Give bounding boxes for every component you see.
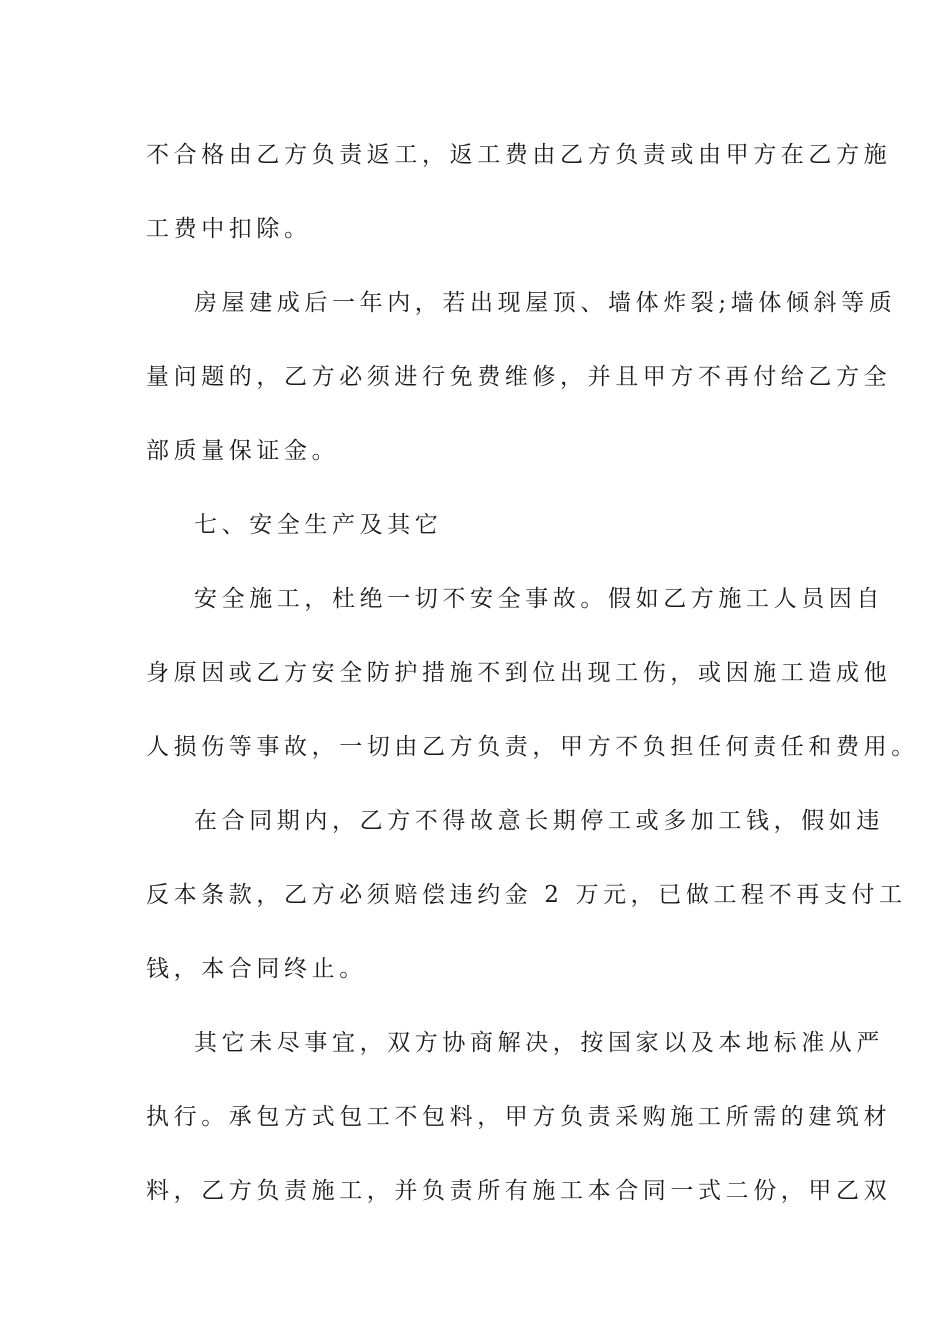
text-line: 执行。承包方式包工不包料，甲方负责采购施工所需的建筑材 (146, 1104, 892, 1130)
text-line: 料，乙方负责施工，并负责所有施工本合同一式二份，甲乙双 (146, 1178, 892, 1204)
text-line: 量问题的，乙方必须进行免费维修，并且甲方不再付给乙方全 (146, 364, 892, 390)
text-line: 人损伤等事故，一切由乙方负责，甲方不负担任何责任和费用。 (146, 734, 919, 760)
text-line: 身原因或乙方安全防护措施不到位出现工伤，或因施工造成他 (146, 660, 892, 686)
text-line: 不合格由乙方负责返工，返工费由乙方负责或由甲方在乙方施 (146, 142, 892, 168)
text-line: 钱，本合同终止。 (146, 956, 367, 982)
text-line: 工费中扣除。 (146, 216, 312, 242)
text-line: 反本条款，乙方必须赔偿违约金 2 万元，已做工程不再支付工 (146, 882, 907, 908)
document-body (146, 118, 919, 1228)
text-line: 部质量保证金。 (146, 438, 340, 464)
paragraph-start-line: 安全施工，杜绝一切不安全事故。假如乙方施工人员因自 (194, 586, 884, 612)
paragraph-start-line: 房屋建成后一年内，若出现屋顶、墙体炸裂;墙体倾斜等质 (194, 290, 897, 316)
paragraph-start-line: 其它未尽事宜，双方协商解决，按国家以及本地标准从严 (194, 1030, 884, 1056)
section-heading: 七、安全生产及其它 (194, 512, 443, 538)
paragraph-start-line: 在合同期内，乙方不得故意长期停工或多加工钱，假如违 (194, 808, 884, 834)
